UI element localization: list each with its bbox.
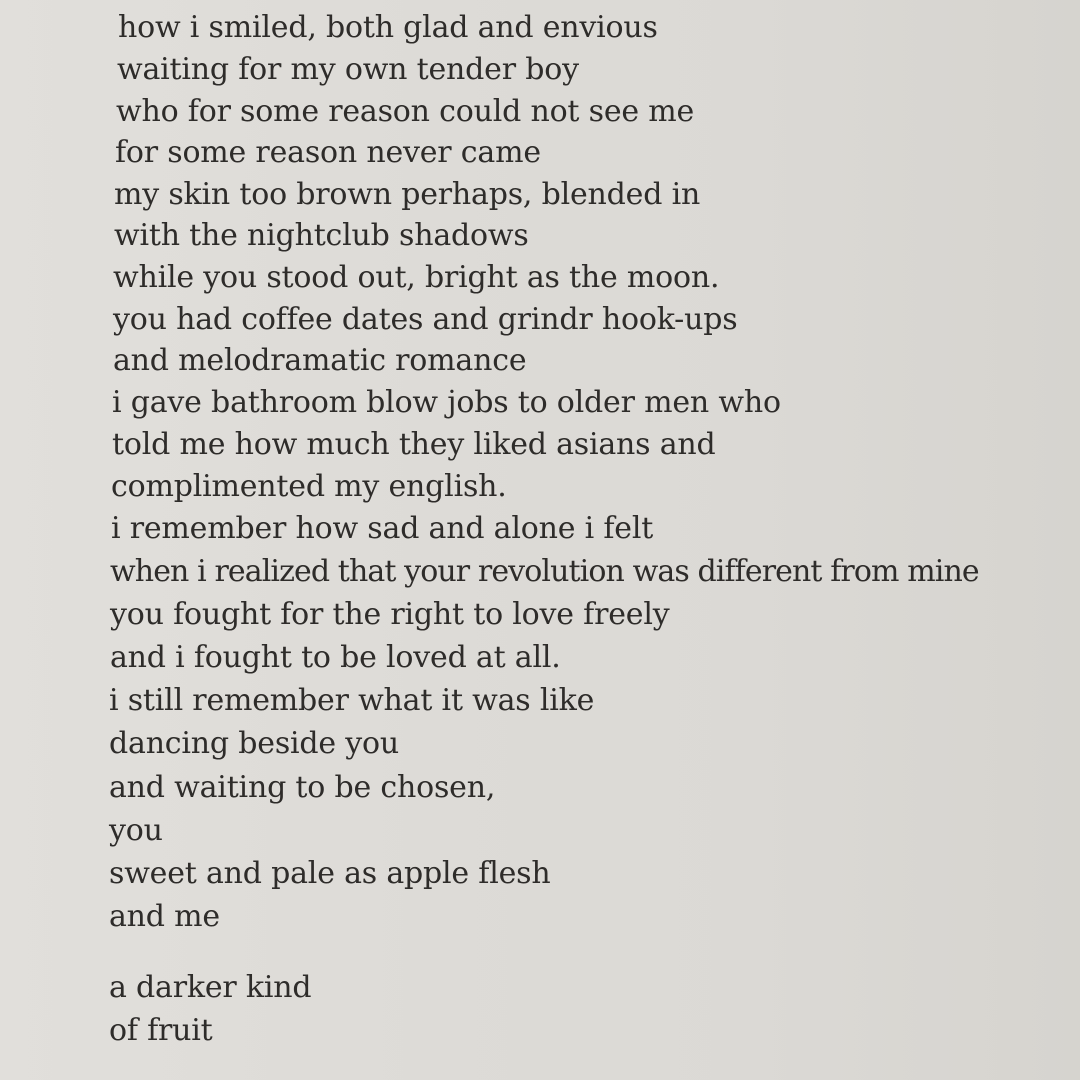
poem-line: sweet and pale as apple flesh — [109, 856, 551, 891]
poem-line: i gave bathroom blow jobs to older men who — [112, 385, 781, 420]
poem-line: who for some reason could not see me — [116, 94, 695, 129]
poem-line: dancing beside you — [109, 726, 400, 761]
poem-line: told me how much they liked asians and — [112, 427, 716, 462]
poem-line: waiting for my own tender boy — [117, 52, 579, 87]
poem-line: and waiting to be chosen, — [109, 770, 496, 805]
poem-line: how i smiled, both glad and envious — [118, 10, 658, 45]
poem-line: i remember how sad and alone i felt — [111, 511, 654, 546]
poem-line: you had coffee dates and grindr hook-ups — [113, 302, 738, 337]
poem-line: and i fought to be loved at all. — [110, 640, 561, 675]
poem-line: when i realized that your revolution was different from mine — [110, 554, 979, 589]
poem-line: for some reason never came — [115, 135, 541, 170]
poem-line: complimented my english. — [111, 469, 507, 504]
poem-line: you fought for the right to love freely — [110, 597, 670, 632]
poem-line: of fruit — [109, 1013, 213, 1048]
poem-line: you — [109, 813, 163, 848]
poem-line: a darker kind — [109, 970, 312, 1005]
poem-line: i still remember what it was like — [109, 683, 595, 718]
poem-line: with the nightclub shadows — [114, 218, 529, 253]
poem-line: and melodramatic romance — [113, 343, 527, 378]
poem-line: and me — [109, 899, 220, 934]
poem-line: while you stood out, bright as the moon. — [113, 260, 720, 295]
poem-line: my skin too brown perhaps, blended in — [114, 177, 701, 212]
